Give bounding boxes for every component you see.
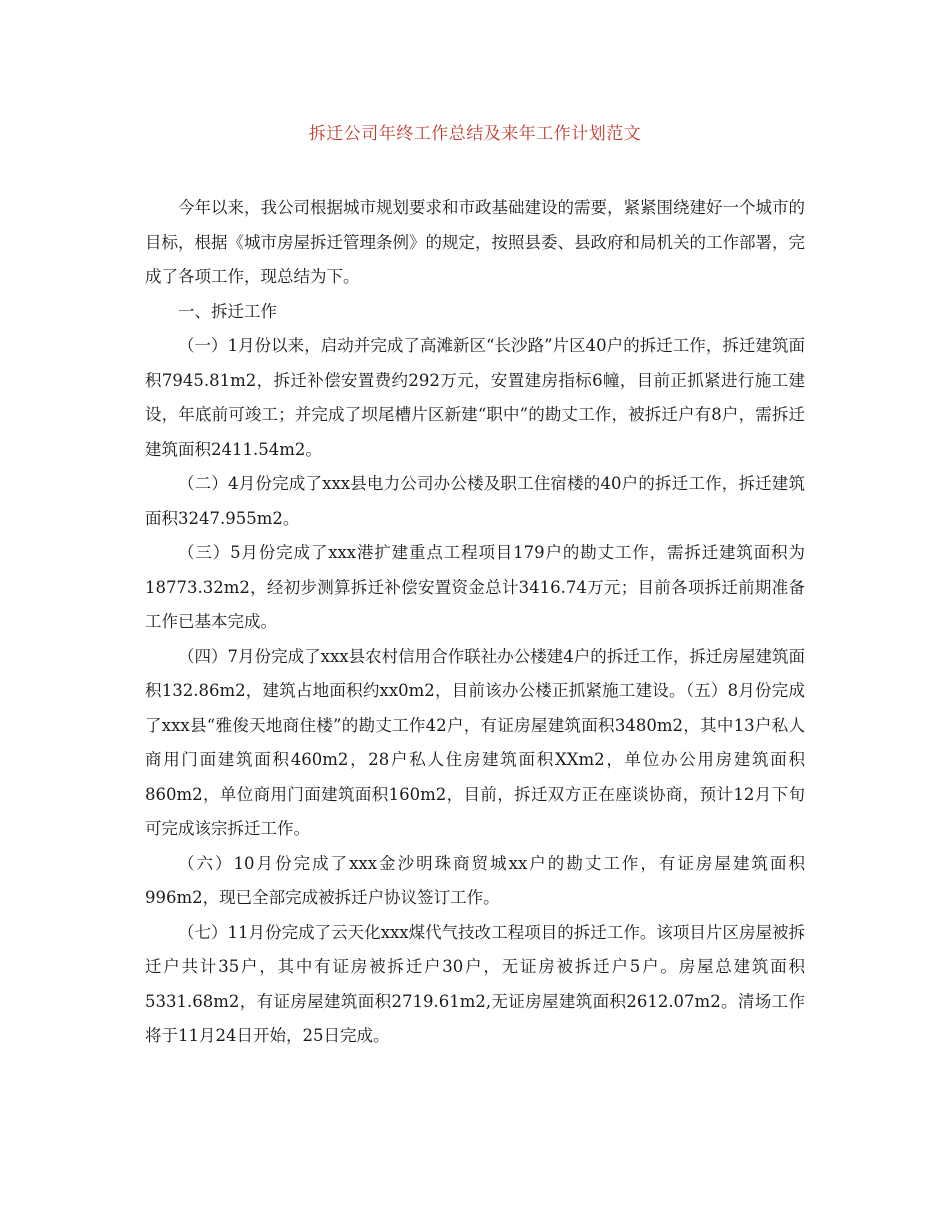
item-paragraph-2: （二）4月份完成了xxx县电力公司办公楼及职工住宿楼的40户的拆迁工作，拆迁建筑面积3247.955m2。 <box>145 474 805 528</box>
document-body <box>145 191 805 1054</box>
item-paragraph-4-5: （四）7月份完成了xxx县农村信用合作联社办公楼建4户的拆迁工作，拆迁房屋建筑面积132.86m2，建筑占地面积约xx0m2，目前该办公楼正抓紧施工建设。（五）8月份完成了xxx县“雅俊天地商住楼”的勘丈工作42户，有证房屋建筑面积3480m2，其中13户私人商用门面建筑面积460m2，28户私人住房建筑面积XXm2，单位办公用房建筑面积860m2，单位商用门面建筑面积160m2，目前，拆迁双方正在座谈协商，预计12月下旬可完成该宗拆迁工作。 <box>145 646 805 838</box>
item-paragraph-7: （七）11月份完成了云天化xxx煤代气技改工程项目的拆迁工作。该项目片区房屋被拆迁户共计35户，其中有证房被拆迁户30户，无证房被拆迁户5户。房屋总建筑面积5331.68m2，有证房屋建筑面积2719.61m2,无证房屋建筑面积2612.07m2。清场工作将于11月24日开始，25日完成。 <box>145 922 805 1045</box>
item-paragraph-3: （三）5月份完成了xxx港扩建重点工程项目179户的勘丈工作，需拆迁建筑面积为18773.32m2，经初步测算拆迁补偿安置资金总计3416.74万元；目前各项拆迁前期准备工作已基本完成。 <box>145 543 805 631</box>
document-title: 拆迁公司年终工作总结及来年工作计划范文 <box>308 124 642 144</box>
item-paragraph-6: （六）10月份完成了xxx金沙明珠商贸城xx户的勘丈工作，有证房屋建筑面积996m2，现已全部完成被拆迁户协议签订工作。 <box>145 853 805 907</box>
intro-paragraph: 今年以来，我公司根据城市规划要求和市政基础建设的需要，紧紧围绕建好一个城市的目标，根据《城市房屋拆迁管理条例》的规定，按照县委、县政府和局机关的工作部署，完成了各项工作，现总结为下。 <box>145 198 805 286</box>
section-heading: 一、拆迁工作 <box>178 301 277 321</box>
item-paragraph-1: （一）1月份以来，启动并完成了高滩新区“长沙路”片区40户的拆迁工作，拆迁建筑面积7945.81m2，拆迁补偿安置费约292万元，安置建房指标6幢，目前正抓紧进行施工建设，年底前可竣工；并完成了坝尾槽片区新建“职中”的勘丈工作，被拆迁户有8户，需拆迁建筑面积2411.54m2。 <box>145 336 805 459</box>
